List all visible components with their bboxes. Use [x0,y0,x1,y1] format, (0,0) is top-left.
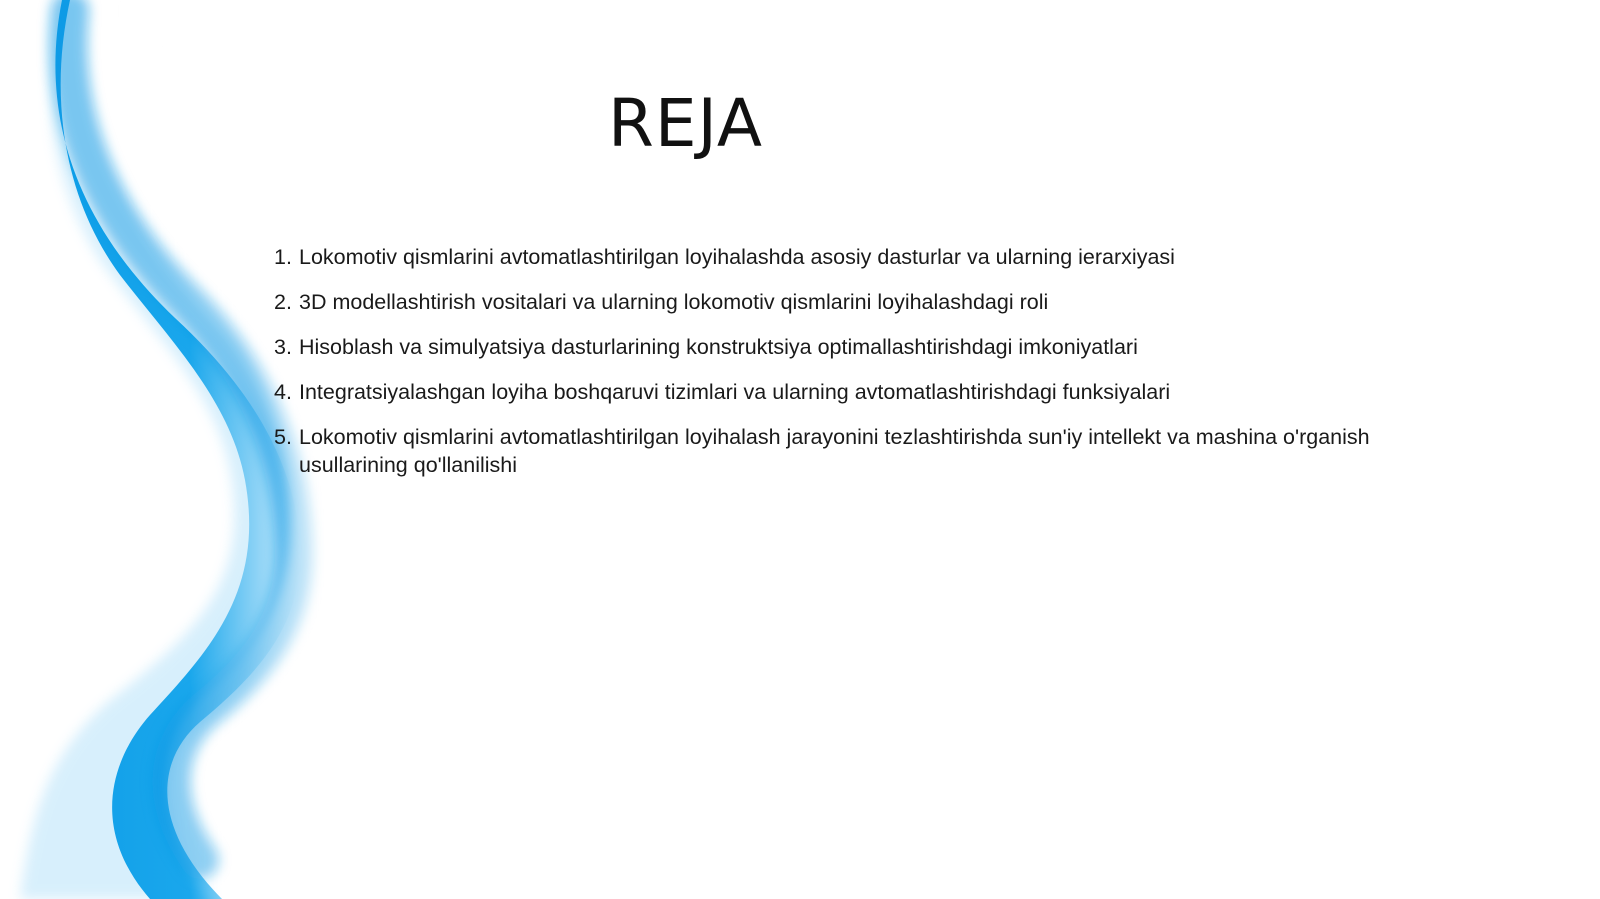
list-item-text: 3D modellashtirish vositalari va ularning lokomotiv qismlarini loyihalashdagi roli [299,290,1049,314]
list-item-number: 5. [274,425,292,449]
list-item-number: 1. [274,245,292,269]
list-item-text: Lokomotiv qismlarini avtomatlashtirilgan loyihalash jarayonini tezlashtirishda sun'iy intellekt va mashina o'rganish usullarining qo'llanilishi [299,425,1370,477]
list-item-number: 4. [274,380,292,404]
list-item-text: Integratsiyalashgan loyiha boshqaruvi tizimlari va ularning avtomatlashtirishdagi funksiyalari [299,380,1171,404]
plan-list [274,243,1454,496]
list-item [274,423,1454,479]
list-item-text: Lokomotiv qismlarini avtomatlashtirilgan loyihalashda asosiy dasturlar va ularning ierarxiyasi [299,245,1175,269]
list-item [274,333,1454,361]
list-item-text: Hisoblash va simulyatsiya dasturlarining konstruktsiya optimallashtirishdagi imkoniyatlari [299,335,1138,359]
list-item [274,288,1454,316]
list-item [274,378,1454,406]
slide-title: REJA [608,85,764,162]
list-item [274,243,1454,271]
list-item-number: 3. [274,335,292,359]
list-item-number: 2. [274,290,292,314]
